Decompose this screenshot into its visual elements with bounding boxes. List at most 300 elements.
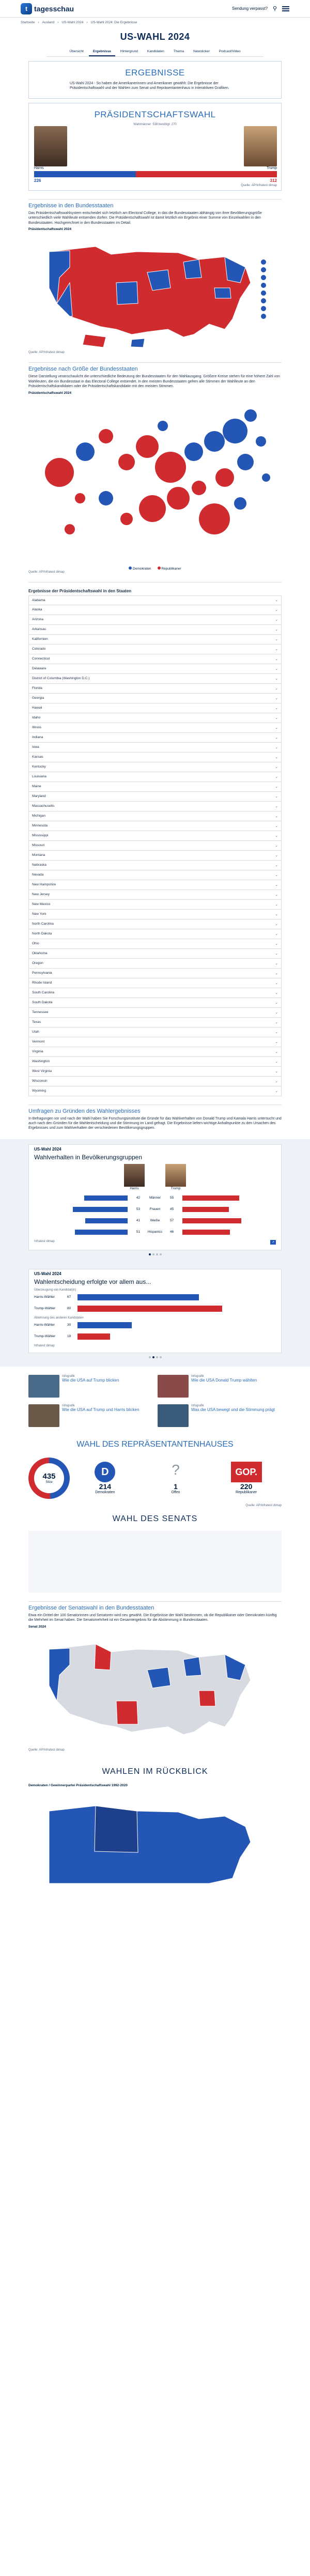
state-row[interactable]: [28, 929, 282, 939]
chevron-down-icon: ⌄: [275, 922, 278, 926]
card1-trump-photo: [165, 1164, 186, 1187]
chevron-down-icon: ⌄: [275, 1030, 278, 1034]
us-electoral-map[interactable]: [28, 231, 282, 350]
state-name: Montana: [32, 853, 45, 857]
card1-trump-label: Trump: [171, 1186, 181, 1190]
results-box: [28, 61, 282, 99]
voter-group: Harris-Wähler: [34, 1295, 55, 1299]
retro-heading: WAHLEN IM RÜCKBLICK: [102, 1767, 208, 1776]
harris-value: 53: [136, 1207, 140, 1212]
reason-bar: [78, 1333, 110, 1340]
state-name: Idaho: [32, 716, 41, 719]
house-open-seats: 1: [174, 1482, 178, 1491]
trump-value: 45: [170, 1207, 174, 1212]
state-row[interactable]: [28, 851, 282, 861]
state-row[interactable]: [28, 733, 282, 743]
state-row[interactable]: [28, 772, 282, 782]
state-name: South Dakota: [32, 1001, 53, 1004]
chevron-down-icon: ⌄: [275, 952, 278, 956]
state-bubble[interactable]: [262, 473, 270, 482]
cartogram-text: Diese Darstellung veranschaulicht die unterschiedliche Bedeutung der Bundesstaaten für den Wahlausgang. Größere Kreise stehen für eine höhere Zahl von Wahlleuten, die ein Bundesstaat in das Electoral College entsendet. In den meisten Bundesstaaten gehen alle Stimmen der Wahlleute an den Präsidentschaftskandidaten oder die Präsidentschaftskandidatin mit den meisten Stimmen.: [28, 375, 280, 389]
chevron-down-icon: ⌄: [275, 1001, 278, 1005]
house-dem: [70, 1462, 141, 1494]
chevron-down-icon: ⌄: [275, 844, 278, 848]
legend-rep: Republikaner: [161, 566, 181, 571]
state-name: Maryland: [32, 794, 46, 798]
voter-group: Trump-Wähler: [34, 1335, 56, 1339]
chevron-down-icon: ⌄: [275, 824, 278, 828]
chevron-down-icon: ⌄: [275, 657, 278, 661]
state-row[interactable]: [28, 1008, 282, 1018]
card1-harris-label: Harris: [130, 1186, 139, 1190]
state-row[interactable]: [28, 723, 282, 733]
house-heading: WAHL DES REPRÄSENTANTENHAUSES: [0, 1437, 310, 1452]
tab-newsticker[interactable]: Newsticker: [193, 50, 210, 53]
states-map-source: Quelle: AP/Infratest dimap: [28, 351, 65, 355]
harris-bar: [84, 1195, 128, 1201]
state-name: Washington: [32, 1060, 50, 1063]
chevron-down-icon: ⌄: [275, 883, 278, 887]
state-name: West Virginia: [32, 1069, 52, 1073]
teaser-card[interactable]: [28, 1375, 152, 1399]
state-row[interactable]: [28, 978, 282, 988]
state-name: Mississippi: [32, 834, 49, 837]
chevron-down-icon: ⌄: [275, 893, 278, 897]
state-name: New Mexico: [32, 902, 51, 906]
state-name: Minnesota: [32, 824, 48, 827]
state-row[interactable]: [28, 870, 282, 880]
breadcrumb-item[interactable]: US-Wahl 2024: [61, 21, 84, 24]
state-row[interactable]: [28, 969, 282, 978]
state-name: Nebraska: [32, 863, 47, 867]
cartogram-label: Präsidentschaftswahl 2024: [28, 391, 72, 395]
states-map-heading: Ergebnisse in den Bundesstaaten: [28, 202, 114, 209]
states-list: [28, 595, 282, 1096]
state-bubble[interactable]: [45, 458, 74, 487]
state-bubble[interactable]: [155, 452, 186, 483]
senate-spacer: [28, 1531, 282, 1593]
state-name: New York: [32, 912, 47, 916]
state-row[interactable]: [28, 664, 282, 674]
state-bubble[interactable]: [204, 431, 225, 452]
chevron-down-icon: ⌄: [275, 599, 278, 602]
state-name: Wyoming: [32, 1089, 47, 1093]
state-row[interactable]: [28, 753, 282, 762]
electors-needed: Wahlmänner: 538 benötigt: 270: [133, 122, 177, 126]
cartogram-legend: [28, 566, 282, 571]
house-rep-label: Republikaner: [236, 1491, 257, 1495]
chevron-down-icon: ⌄: [275, 775, 278, 779]
results-heading: ERGEBNISSE: [125, 68, 185, 78]
chevron-down-icon: ⌄: [275, 853, 278, 857]
reason-bar: [78, 1322, 132, 1328]
search-icon[interactable]: ⚲: [272, 6, 277, 12]
group-label: Weiße: [150, 1219, 160, 1223]
survey-heading: Umfragen zu Gründen des Wahlergebnisses: [28, 1108, 141, 1114]
card1-source: Infratest dimap: [34, 1239, 55, 1243]
small-states-badges: [261, 259, 266, 319]
state-row[interactable]: [28, 654, 282, 664]
teaser-title: Wie die USA auf Trump und Harris blicken: [62, 1407, 140, 1412]
section-tabs: [47, 48, 264, 57]
state-name: Oklahoma: [32, 952, 48, 955]
chevron-down-icon: ⌄: [275, 991, 278, 995]
reason-value: 67: [67, 1295, 71, 1299]
chevron-down-icon: ⌄: [275, 735, 278, 740]
states-map-section: [28, 199, 282, 354]
state-name: Tennessee: [32, 1010, 49, 1014]
chevron-down-icon: ⌄: [275, 902, 278, 907]
state-row[interactable]: [28, 919, 282, 929]
state-name: Nevada: [32, 873, 44, 877]
card2-label: US-Wahl 2024: [34, 1271, 61, 1276]
state-name: Iowa: [32, 745, 39, 749]
chevron-down-icon: ⌄: [275, 834, 278, 838]
chevron-down-icon: ⌄: [275, 873, 278, 877]
state-name: Michigan: [32, 814, 46, 818]
retro-map[interactable]: [28, 1790, 282, 1883]
reason-row: [29, 1320, 281, 1331]
state-row[interactable]: [28, 782, 282, 792]
reason-row: [29, 1292, 281, 1303]
state-row[interactable]: [28, 792, 282, 802]
trump-name: Trump: [267, 166, 277, 170]
tab-podcast[interactable]: Podcast/Video: [219, 50, 241, 53]
reason-row: [29, 1303, 281, 1314]
logo-mark-icon: t: [21, 3, 32, 14]
harris-bar: [73, 1207, 128, 1212]
house-rep-seats: 220: [240, 1482, 253, 1491]
group-row: [29, 1204, 281, 1215]
state-row[interactable]: [28, 1086, 282, 1096]
teaser-kicker: Infografik: [62, 1404, 75, 1407]
dem-party-icon: D: [95, 1462, 115, 1482]
senate-map-source: Quelle: AP/Infratest dimap: [28, 1748, 65, 1752]
state-bubble[interactable]: [215, 468, 234, 487]
state-name: Oregon: [32, 961, 43, 965]
reason-row: [29, 1331, 281, 1342]
chevron-down-icon: ⌄: [275, 1050, 278, 1054]
carousel-dots[interactable]: [0, 1356, 310, 1358]
chevron-down-icon: ⌄: [275, 677, 278, 681]
house-rep: [211, 1462, 282, 1494]
house-results: [28, 1458, 282, 1499]
state-name: Maine: [32, 785, 41, 788]
state-name: Arkansas: [32, 627, 47, 631]
state-row[interactable]: [28, 625, 282, 635]
state-row[interactable]: [28, 713, 282, 723]
chevron-down-icon: ⌄: [275, 794, 278, 799]
state-bubble[interactable]: [199, 503, 230, 534]
house-donut: [28, 1458, 70, 1499]
state-name: Vermont: [32, 1040, 45, 1044]
us-senate-map[interactable]: [28, 1629, 282, 1747]
state-row[interactable]: [28, 831, 282, 841]
trump-photo: [244, 126, 277, 166]
group-label: Frauen: [149, 1207, 161, 1212]
card2-sub1: Überzeugung von Kandidat(in): [34, 1288, 76, 1292]
teaser-kicker: Infografik: [191, 1374, 204, 1378]
tab-candidates[interactable]: Kandidaten: [147, 50, 164, 53]
state-name: North Dakota: [32, 932, 52, 936]
state-bubble[interactable]: [118, 454, 135, 470]
state-bubble[interactable]: [192, 481, 206, 495]
state-name: Delaware: [32, 667, 47, 670]
chevron-down-icon: ⌄: [275, 726, 278, 730]
legend-dem: Demokraten: [133, 566, 151, 571]
state-row[interactable]: [28, 684, 282, 694]
logo-text: tagesschau: [34, 4, 74, 13]
chevron-down-icon: ⌄: [275, 942, 278, 946]
state-name: Kentucky: [32, 765, 46, 769]
reason-value: 18: [67, 1335, 71, 1339]
trump-portrait: [244, 126, 277, 170]
state-bubble[interactable]: [65, 524, 75, 534]
state-bubble[interactable]: [139, 495, 166, 522]
state-row[interactable]: [28, 1037, 282, 1047]
teaser-kicker: Infografik: [191, 1404, 204, 1407]
state-row[interactable]: [28, 743, 282, 753]
state-bubble[interactable]: [136, 435, 159, 458]
chevron-down-icon: ⌄: [275, 667, 278, 671]
state-row[interactable]: [28, 861, 282, 870]
harris-value: 41: [136, 1219, 140, 1223]
state-row[interactable]: [28, 1047, 282, 1057]
group-row: [29, 1215, 281, 1226]
state-name: Arizona: [32, 618, 44, 621]
chevron-down-icon: ⌄: [275, 696, 278, 700]
breadcrumb-item[interactable]: Ausland: [42, 21, 55, 24]
state-row[interactable]: [28, 841, 282, 851]
state-row[interactable]: [28, 1067, 282, 1077]
state-row[interactable]: [28, 811, 282, 821]
state-bubble[interactable]: [99, 491, 113, 505]
state-row[interactable]: [28, 762, 282, 772]
state-bubble[interactable]: [234, 497, 246, 510]
missed-broadcast-link[interactable]: Sendung verpasst?: [232, 6, 268, 11]
house-seats-label: Sitze: [45, 1481, 53, 1484]
state-row[interactable]: [28, 939, 282, 949]
state-bubble[interactable]: [76, 442, 95, 461]
menu-icon[interactable]: [282, 6, 289, 11]
state-row[interactable]: [28, 880, 282, 890]
breadcrumb: Startseite › Ausland › US-Wahl 2024 › US-Wahl 2024: Die Ergebnisse: [21, 21, 137, 24]
state-name: Georgia: [32, 696, 44, 700]
state-name: Wisconsin: [32, 1079, 48, 1083]
trump-bar: [182, 1207, 229, 1212]
state-row[interactable]: [28, 988, 282, 998]
state-row[interactable]: [28, 703, 282, 713]
state-bubble[interactable]: [167, 487, 190, 510]
state-row[interactable]: [28, 1057, 282, 1067]
state-name: Pennsylvania: [32, 971, 52, 975]
group-row: [29, 1192, 281, 1204]
chevron-down-icon: ⌄: [275, 1079, 278, 1083]
survey-carousel-2: [0, 1264, 310, 1367]
dem-electors-fill: [34, 171, 136, 177]
page-title: US-WAHL 2024: [120, 32, 190, 42]
teaser-card[interactable]: [158, 1375, 282, 1399]
state-name: Kalifornien: [32, 637, 48, 641]
state-name: Colorado: [32, 647, 46, 651]
tagesschau-logo[interactable]: [21, 3, 74, 14]
presidential-heading: PRÄSIDENTSCHAFTSWAHL: [94, 109, 216, 119]
state-row[interactable]: [28, 1077, 282, 1086]
trump-value: 46: [170, 1230, 174, 1234]
state-name: Indiana: [32, 735, 43, 739]
teaser-title: Wie die USA auf Trump blicken: [62, 1377, 119, 1383]
reason-bar: [78, 1306, 222, 1312]
bubble-cartogram[interactable]: [28, 395, 282, 565]
state-name: Alaska: [32, 608, 42, 611]
state-bubble[interactable]: [158, 421, 168, 431]
state-bubble[interactable]: [256, 436, 266, 447]
chevron-down-icon: ⌄: [275, 686, 278, 691]
state-bubble[interactable]: [244, 409, 257, 422]
chevron-down-icon: ⌄: [275, 608, 278, 612]
chevron-down-icon: ⌄: [275, 1060, 278, 1064]
state-bubble[interactable]: [223, 419, 247, 443]
state-name: District of Columbia (Washington D.C.): [32, 677, 90, 680]
states-accordion: [28, 582, 282, 1096]
chevron-down-icon: ⌄: [275, 1069, 278, 1074]
senate-map-section: [28, 1601, 282, 1752]
tab-background[interactable]: Hintergrund: [120, 50, 138, 53]
trump-value: 55: [170, 1196, 174, 1200]
rep-electors: 312: [270, 178, 277, 183]
chevron-down-icon: ⌄: [275, 1010, 278, 1015]
card2-sub2: Ablehnung des anderen Kandidaten: [34, 1316, 84, 1320]
state-bubble[interactable]: [120, 513, 133, 525]
house-open-label: Offen: [171, 1491, 180, 1495]
card1-title: Wahlverhalten in Bevölkerungsgruppen: [34, 1153, 143, 1161]
state-row[interactable]: [28, 645, 282, 654]
group-label: Hispanics: [147, 1230, 163, 1234]
senate-map-label: Senat 2024: [28, 1624, 46, 1629]
harris-photo: [34, 126, 67, 166]
senate-heading: WAHL DES SENATS: [112, 1514, 198, 1523]
chevron-down-icon: ⌄: [275, 814, 278, 818]
state-row[interactable]: [28, 802, 282, 811]
state-bubble[interactable]: [184, 442, 203, 461]
voter-group: Trump-Wähler: [34, 1307, 56, 1311]
carousel-dots[interactable]: [0, 1253, 310, 1255]
chevron-down-icon: ⌄: [275, 961, 278, 965]
state-row[interactable]: [28, 900, 282, 910]
chevron-down-icon: ⌄: [275, 706, 278, 710]
trump-value: 57: [170, 1219, 174, 1223]
chevron-down-icon: ⌄: [275, 637, 278, 641]
chevron-down-icon: ⌄: [275, 627, 278, 632]
state-name: Massachusetts: [32, 804, 55, 808]
state-row[interactable]: [28, 910, 282, 919]
state-row[interactable]: [28, 998, 282, 1008]
pres-source: Quelle: AP/Infratest dimap: [241, 183, 277, 187]
state-row[interactable]: [28, 890, 282, 900]
chevron-down-icon: ⌄: [275, 755, 278, 759]
reason-value: 30: [67, 1323, 71, 1327]
related-teasers: [28, 1375, 282, 1429]
cartogram-heading: Ergebnisse nach Größe der Bundesstaaten: [28, 366, 138, 373]
harris-bar: [75, 1230, 128, 1235]
state-name: Rhode Island: [32, 981, 52, 985]
reason-bar: [78, 1294, 199, 1300]
teaser-card[interactable]: [158, 1404, 282, 1429]
state-bubble[interactable]: [237, 454, 254, 470]
state-row[interactable]: [28, 1028, 282, 1037]
survey-carousel-1: [0, 1139, 310, 1264]
state-row[interactable]: [28, 694, 282, 703]
teaser-card[interactable]: [28, 1404, 152, 1429]
group-row: [29, 1226, 281, 1238]
chevron-down-icon: ⌄: [275, 1040, 278, 1044]
tab-topic[interactable]: Thema: [173, 50, 184, 53]
card2-title: Wahlentscheidung erfolgte vor allem aus...: [34, 1278, 151, 1285]
tab-overview[interactable]: Übersicht: [69, 50, 84, 53]
state-name: Ohio: [32, 942, 39, 945]
state-row[interactable]: [28, 595, 282, 605]
cartogram-section: [28, 362, 282, 573]
state-name: Utah: [32, 1030, 39, 1034]
state-row[interactable]: [28, 635, 282, 645]
group-label: Männer: [149, 1196, 161, 1200]
state-name: Texas: [32, 1020, 41, 1024]
harris-value: 51: [136, 1230, 140, 1234]
state-name: Missouri: [32, 844, 45, 847]
state-row[interactable]: [28, 959, 282, 969]
senate-map-text: Etwa ein Drittel der 100 Senatorinnen und Senatoren wird neu gewählt. Die Ergebnisse der Wahl bestimmen, ob die Republikaner oder Demokraten künftig die Mehrheit im Senat haben. Die Senatsmehrheit ist ein Gesamtergebnis für die Abstimmung in Bundesstaaten.: [28, 1613, 277, 1622]
state-name: New Jersey: [32, 893, 50, 896]
house-dem-label: Demokraten: [95, 1491, 115, 1495]
chevron-down-icon: ⌄: [275, 647, 278, 651]
chevron-down-icon: ⌄: [275, 981, 278, 985]
electors-bar: [34, 171, 277, 177]
share-icon[interactable]: ↗: [270, 1240, 276, 1245]
state-row[interactable]: [28, 605, 282, 615]
state-bubble[interactable]: [99, 429, 113, 443]
state-row[interactable]: [28, 615, 282, 625]
state-row[interactable]: [28, 821, 282, 831]
house-seats: 435: [42, 1472, 56, 1481]
house-source: Quelle: AP/Infratest dimap: [245, 1504, 282, 1507]
state-row[interactable]: [28, 1018, 282, 1028]
state-bubble[interactable]: [75, 493, 85, 503]
question-icon: ?: [172, 1462, 180, 1478]
state-row[interactable]: [28, 949, 282, 959]
state-name: New Hampshire: [32, 883, 56, 886]
senate-map-heading: Ergebnisse der Senatswahl in den Bundesstaaten: [28, 1604, 154, 1611]
tab-results[interactable]: Ergebnisse: [89, 48, 115, 56]
gop-party-icon: GOP.: [231, 1462, 262, 1482]
chevron-down-icon: ⌄: [275, 716, 278, 720]
rep-electors-fill: [136, 171, 277, 177]
state-name: North Carolina: [32, 922, 54, 926]
trump-bar: [182, 1218, 241, 1223]
breadcrumb-item[interactable]: Startseite: [21, 21, 35, 24]
house-dem-seats: 214: [99, 1482, 112, 1491]
reason-value: 80: [67, 1307, 71, 1311]
survey-section: [28, 1105, 282, 1131]
state-name: Louisiana: [32, 775, 47, 778]
state-row[interactable]: [28, 674, 282, 684]
state-name: South Carolina: [32, 991, 54, 994]
state-name: Kansas: [32, 755, 43, 759]
states-map-text: Das Präsidentschaftswahlsystem entscheidet sich letztlich am Electoral College, in das die Bundesstaaten abhängig von ihrer Bevölkerungsgröße unterschiedlich viele Wahlleute entsenden dürfen. Die Präsidentschaftswahl ist damit letztlich ein Ergebnis einer Summe von Einzelwahlen in den Bundesstaaten. Hochgerechnet in den Bundesstaaten im Detail.: [28, 211, 262, 225]
chevron-down-icon: ⌄: [275, 912, 278, 916]
card1-label: US-Wahl 2024: [34, 1146, 61, 1152]
teaser-title: Was die USA bewegt und die Stimmung prägt: [191, 1407, 275, 1412]
harris-name: Harris: [34, 166, 44, 170]
